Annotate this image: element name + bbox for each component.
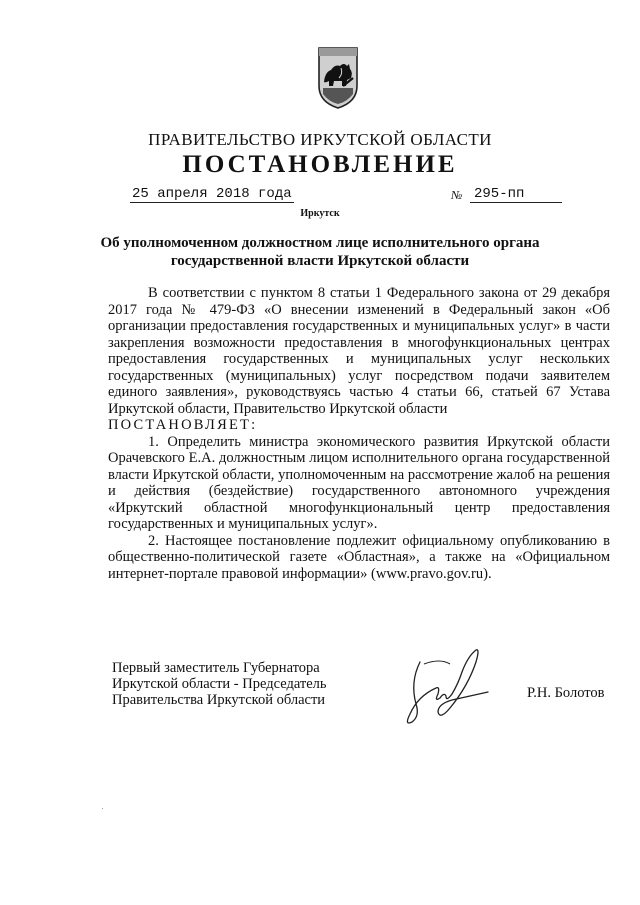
handwritten-signature (380, 642, 500, 732)
document-number (470, 186, 562, 203)
signatory-title (112, 660, 327, 708)
item-2-paragraph: 2. Настоящее постановление подлежит официальному опубликованию в общественно-политической газете «Областная», а также на «Официальном интернет-портале правовой информации» (www.pravo.gov.ru). (108, 532, 610, 582)
document-type-title: ПОСТАНОВЛЕНИЕ (182, 151, 458, 178)
number-value: 295-пп (474, 186, 525, 202)
signatory-title-line-2: Иркутской области - Председатель (112, 676, 327, 692)
resolves-heading: ПОСТАНОВЛЯЕТ: (108, 417, 258, 433)
government-name: ПРАВИТЕЛЬСТВО ИРКУТСКОЙ ОБЛАСТИ (148, 130, 492, 149)
item-1-paragraph: 1. Определить министра экономического развития Иркутской области Орачевского Е.А. должностным лицом исполнительного органа государственной власти Иркутской области, уполномоченным на рассмотрение жалоб на решения и действия (бездействие) государственного автономного учреждения «Иркутский областной многофункциональный центр предоставления государственных и муниципальных услуг». (108, 433, 610, 532)
number-label: № (451, 188, 463, 202)
irkutsk-coat-of-arms-icon (313, 44, 363, 110)
signatory-title-line-3: Правительства Иркутской области (112, 692, 326, 708)
document-date (130, 186, 294, 202)
signatory-title-line-1: Первый заместитель Губернатора (112, 660, 320, 676)
scan-speck (102, 808, 103, 809)
city-name: Иркутск (300, 208, 340, 219)
date-value: 25 апреля 2018 года (132, 186, 292, 202)
signatory-name: Р.Н. Болотов (527, 685, 605, 701)
preamble-paragraph: В соответствии с пунктом 8 статьи 1 Федерального закона от 29 декабря 2017 года № 479-ФЗ «О внесении изменений в Федеральный закон «Об организации предоставления государственных и муниципальных услуг» в части закрепления возможности предоставления в многофункциональных центрах предоставления государственных и муниципальных услуг нескольких государственных (муниципальных) услуг посредством подачи заявителем единого заявления», руководствуясь частью 4 статьи 66, статьей 67 Устава Иркутской области, Правительство Иркутской области (108, 285, 610, 417)
document-body (108, 285, 610, 582)
document-subject: Об уполномоченном должностном лице исполнительного органа государственной власти Иркутской области (100, 235, 540, 269)
